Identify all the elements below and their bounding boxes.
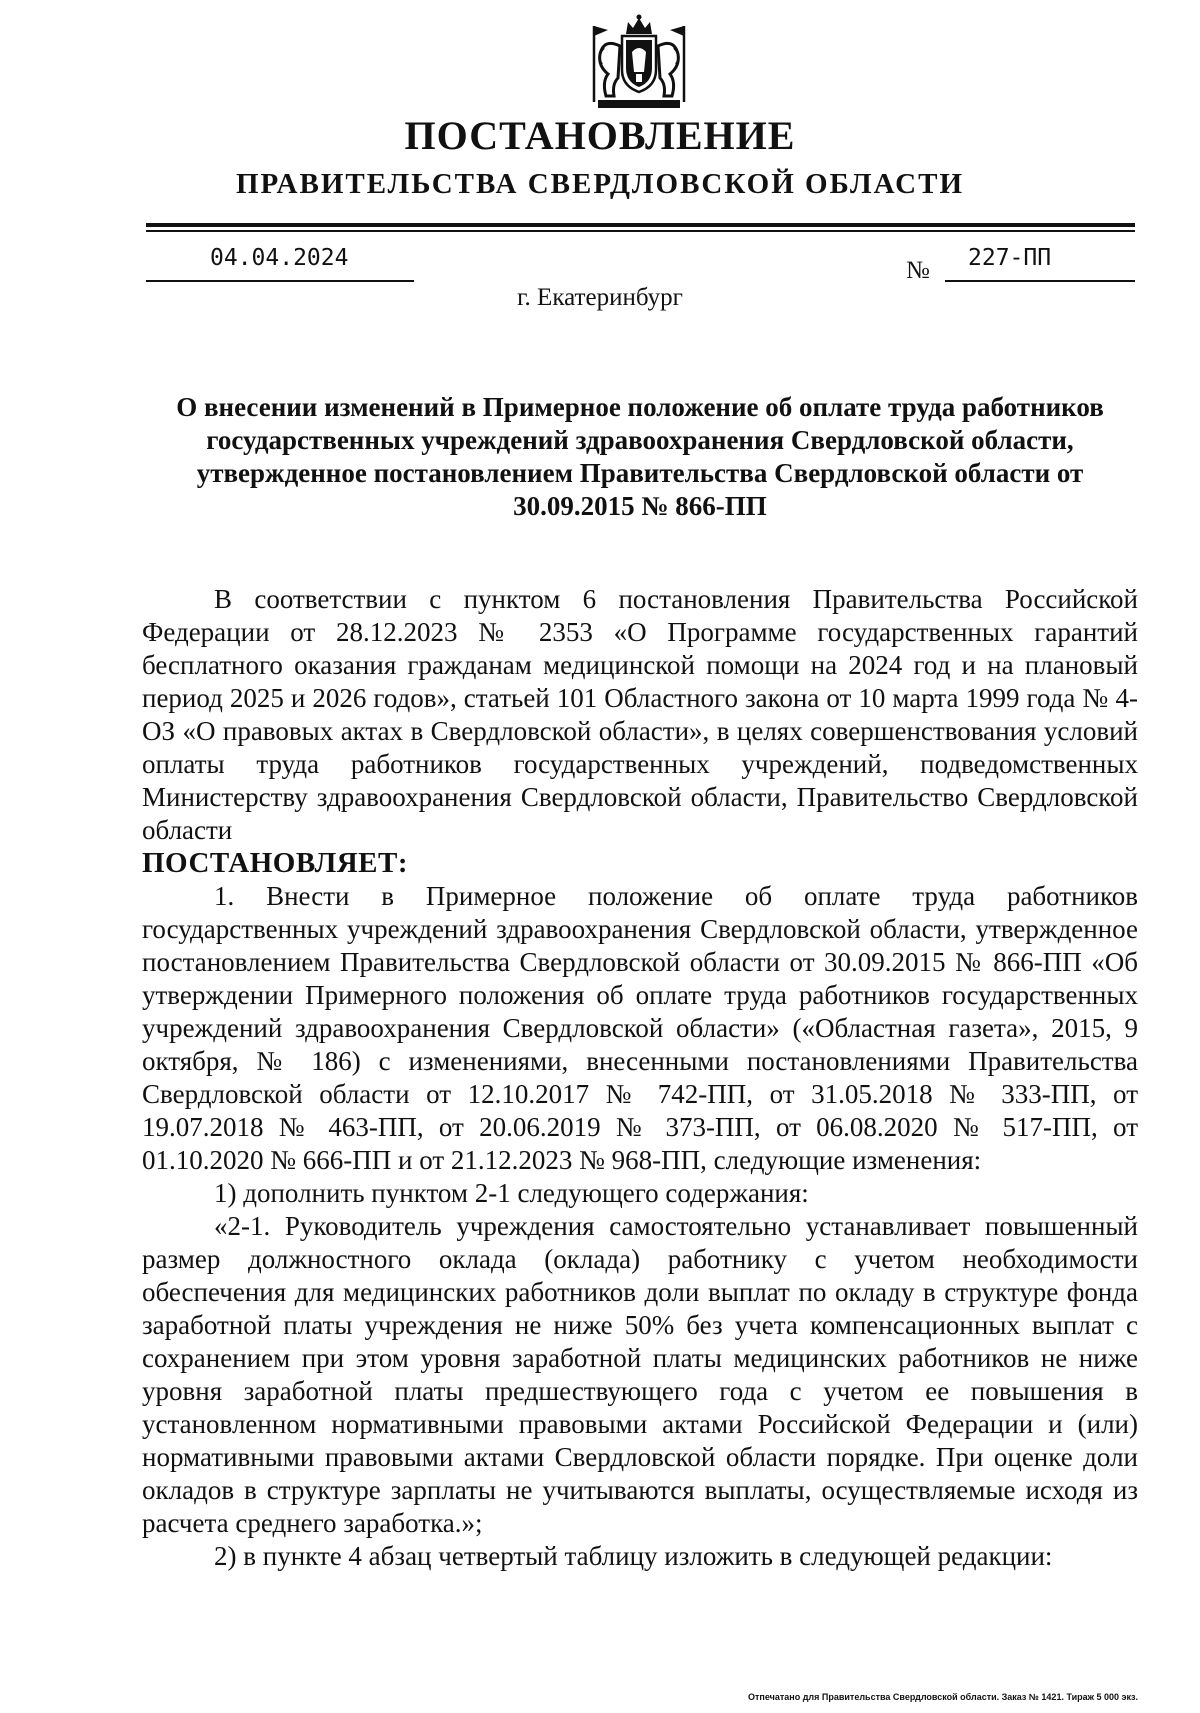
item-1-paragraph: 1. Внести в Примерное положение об оплате труда работников государственных учреждений здравоохранения Свердловской области, утвержденное постановлением Правительства Свердловской области от 30.09.2015 № 866-ПП «Об утверждении Примерного положения об оплате труда работников государственных учреждений здравоохранения Свердловской области» («Областная газета», 2015, 9 октября, № 186) с изменениями, внесенными постановлениями Правительства Свердловской области от 12.10.2017 № 742-ПП, от 31.05.2018 № 333-ПП, от 19.07.2018 № 463-ПП, от 20.06.2019 № 373-ПП, от 06.08.2020 № 517-ПП, от 01.10.2020 № 666-ПП и от 21.12.2023 № 968-ПП, следующие изменения: xyxy=(142,881,1138,1175)
decree-word: ПОСТАНОВЛЯЕТ: xyxy=(142,847,408,879)
preamble-paragraph: В соответствии с пунктом 6 постановления Правительства Российской Федерации от 28.12.2023 № 2353 «О Программе государственных гарантий бесплатного оказания гражданам медицинской помощи на 2024 год и на плановый период 2025 и 2026 годов», статьей 101 Областного закона от 10 марта 1999 года № 4-ОЗ «О правовых актах в Свердловской области», в целях совершенствования условий оплаты труда работников государственных учреждений, подведомственных Министерству здравоохранения Свердловской области, Правительство Свердловской области xyxy=(142,584,1138,845)
sub-item-2: 2) в пункте 4 абзац четвертый таблицу изложить в следующей редакции: xyxy=(214,1541,1053,1571)
header-divider-thick xyxy=(146,223,1135,227)
header-divider-thin xyxy=(146,230,1135,232)
print-footer: Отпечатано для Правительства Свердловской области. Заказ № 1421. Тираж 5 000 экз. xyxy=(748,1692,1138,1702)
date-underline xyxy=(146,280,414,282)
sub-item-1: 1) дополнить пунктом 2-1 следующего содержания: xyxy=(214,1178,809,1208)
number-underline xyxy=(945,280,1135,282)
coat-of-arms-icon xyxy=(574,12,704,112)
document-date: 04.04.2024 xyxy=(210,245,349,271)
issuing-authority: ПРАВИТЕЛЬСТВА СВЕРДЛОВСКОЙ ОБЛАСТИ xyxy=(235,168,965,200)
document-number: 227-ПП xyxy=(968,245,1052,271)
document-type-title: ПОСТАНОВЛЕНИЕ xyxy=(404,113,796,158)
city: г. Екатеринбург xyxy=(517,284,683,311)
quoted-clause: «2-1. Руководитель учреждения самостоятельно устанавливает повышенный размер должностного оклада (оклада) работнику с учетом необходимости обеспечения для медицинских работников доли выплат по окладу в структуре фонда заработной платы учреждения не ниже 50% без учета компенсационных выплат с сохранением при этом уровня заработной платы медицинских работников не ниже уровня заработной платы предшествующего года с учетом ее повышения в установленном нормативными правовыми актами Российской Федерации и (или) нормативными правовыми актами Свердловской области порядке. При оценке доли окладов в структуре зарплаты не учитываются выплаты, осуществляемые исходя из расчета среднего заработка.»; xyxy=(142,1211,1138,1538)
number-sign: № xyxy=(906,257,930,284)
document-heading: О внесении изменений в Примерное положение об оплате труда работников государственных учреждений здравоохранения Свердловской области, утвержденное постановлением Правительства Свердловской области от 30.09.2015 № 866-ПП xyxy=(176,392,1104,521)
document-body xyxy=(142,583,1138,1573)
